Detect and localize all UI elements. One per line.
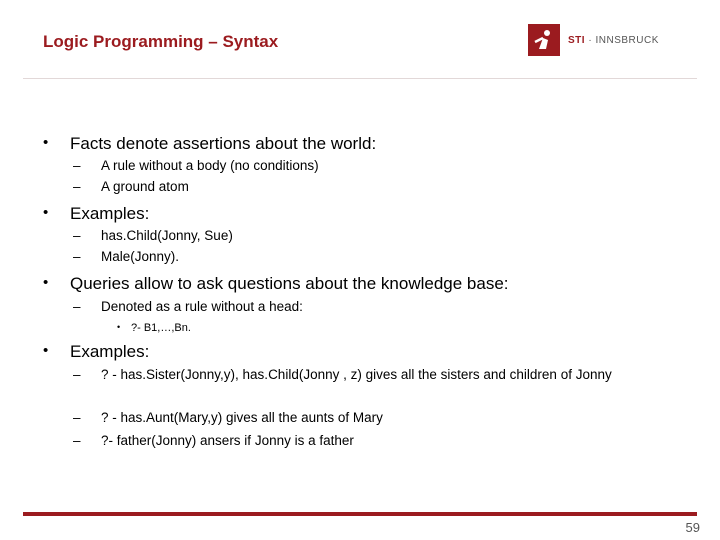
sti-logo xyxy=(528,24,659,56)
dash-glyph: – xyxy=(73,433,81,448)
sti-logo-icon xyxy=(528,24,560,56)
bullet-text: Examples: xyxy=(70,342,150,361)
bullet-glyph: • xyxy=(43,204,49,221)
bullet-examples-2 xyxy=(43,342,150,362)
sub-sub-item-text: ?- B1,…,Bn. xyxy=(131,322,191,334)
sub-item xyxy=(73,249,180,264)
sub-item-text: A rule without a body (no conditions) xyxy=(101,158,319,173)
small-bullet-glyph: • xyxy=(117,322,121,332)
sub-item-text: has.Child(Jonny, Sue) xyxy=(101,228,233,243)
bullet-text: Examples: xyxy=(70,204,150,223)
sub-item-text: ? - has.Aunt(Mary,y) gives all the aunts of Mary xyxy=(101,410,383,425)
sub-item xyxy=(73,158,319,173)
bullet-text: Facts denote assertions about the world: xyxy=(70,134,377,153)
sub-item xyxy=(73,228,233,243)
bullet-facts xyxy=(43,134,377,154)
sub-item-text: ? - has.Sister(Jonny,y), has.Child(Jonny , z) gives all the sisters and children of Jonny xyxy=(101,367,612,382)
dash-glyph: – xyxy=(73,299,81,314)
bullet-queries xyxy=(43,274,509,294)
sub-item-text: A ground atom xyxy=(101,179,189,194)
dash-glyph: – xyxy=(73,158,81,173)
sub-item xyxy=(73,433,354,448)
sub-item xyxy=(73,365,661,385)
dash-glyph: – xyxy=(73,179,81,194)
bullet-glyph: • xyxy=(43,134,49,151)
bullet-text: Queries allow to ask questions about the knowledge base: xyxy=(70,274,509,293)
logo-separator: · xyxy=(588,34,593,46)
bullet-examples-1 xyxy=(43,204,150,224)
dash-glyph: – xyxy=(73,410,81,425)
sub-item xyxy=(73,410,383,425)
dash-glyph: – xyxy=(73,228,81,243)
slide-title: Logic Programming – Syntax xyxy=(43,32,279,51)
dash-glyph: – xyxy=(73,249,81,264)
sub-item xyxy=(73,179,189,194)
logo-text xyxy=(568,35,659,46)
sub-item-text: Male(Jonny). xyxy=(101,249,180,264)
sub-item-text: Denoted as a rule without a head: xyxy=(101,299,303,314)
sub-sub-item xyxy=(117,322,191,334)
page-number: 59 xyxy=(685,520,700,535)
logo-brand: STI xyxy=(568,34,586,46)
bullet-glyph: • xyxy=(43,342,49,359)
bullet-glyph: • xyxy=(43,274,49,291)
footer-bar xyxy=(23,512,697,516)
sub-item xyxy=(73,299,303,314)
dash-glyph: – xyxy=(73,367,81,382)
sub-item-text: ?- father(Jonny) ansers if Jonny is a father xyxy=(101,433,354,448)
header-divider xyxy=(23,78,697,79)
logo-place: INNSBRUCK xyxy=(595,34,659,46)
